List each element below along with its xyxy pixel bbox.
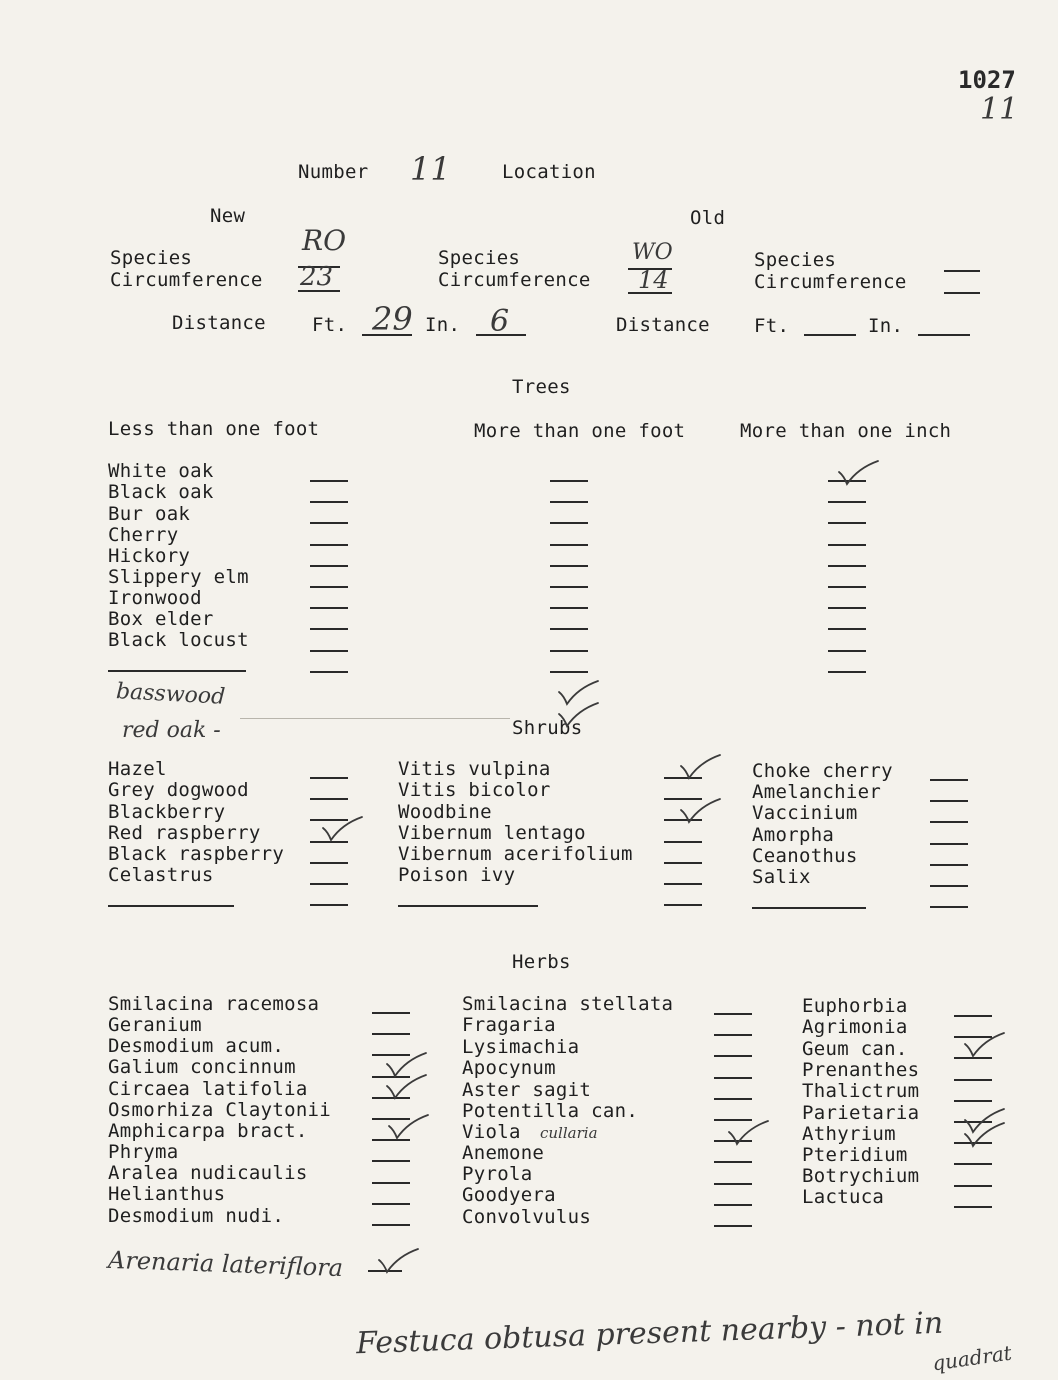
checkmark-icon <box>556 700 602 730</box>
tree-species: Bur oak <box>108 503 191 525</box>
footer-handwritten-note-line2: quadrat <box>930 1340 1014 1376</box>
shrub-species: Amelanchier <box>752 781 882 803</box>
number-value: 11 <box>410 150 451 188</box>
tree-species: White oak <box>108 460 214 482</box>
herb-species: Aster sagit <box>462 1079 592 1101</box>
distance-label: Distance <box>172 312 266 334</box>
shrub-checkbox-line <box>664 862 702 864</box>
herb-checkbox-line <box>714 1204 752 1206</box>
shrub-species: Hazel <box>108 758 167 780</box>
herb-species: Pyrola <box>462 1163 533 1185</box>
tree-checkbox-line <box>310 501 348 503</box>
tree-checkbox-line <box>310 544 348 546</box>
shrub-species: Poison ivy <box>398 864 516 886</box>
number-label: Number <box>298 161 369 183</box>
checkmark-icon <box>320 814 366 844</box>
trees-col-header-2: More than one foot <box>474 420 686 442</box>
shrub-checkbox-line <box>664 841 702 843</box>
checkmark-icon <box>836 458 882 488</box>
shrub-checkbox-line <box>930 779 968 781</box>
herb-checkbox-line <box>954 1185 992 1187</box>
handwritten-sheet-number: 11 <box>980 92 1019 127</box>
herb-checkbox-line <box>714 1161 752 1163</box>
tree-species: Slippery elm <box>108 566 249 588</box>
tree-checkbox-line <box>550 586 588 588</box>
circumference-value-old-1: 14 <box>638 266 669 294</box>
old-label: Old <box>690 207 726 229</box>
tree-checkbox-line <box>828 607 866 609</box>
herb-species: Thalictrum <box>802 1080 920 1102</box>
herb-checkbox-line <box>714 1055 752 1057</box>
herb-checkbox-line <box>714 1098 752 1100</box>
shrub-species: Vibernum lentago <box>398 822 586 844</box>
tree-checkbox-line <box>828 671 866 673</box>
shrub-species: Vitis vulpina <box>398 758 551 780</box>
herb-species: Desmodium nudi. <box>108 1205 285 1227</box>
herb-checkbox-line <box>714 1077 752 1079</box>
shrub-species: Red raspberry <box>108 822 261 844</box>
herb-species: Circaea latifolia <box>108 1078 308 1100</box>
herb-species: Viola <box>462 1121 521 1143</box>
shrub-checkbox-line <box>310 862 348 864</box>
tree-handwritten-addition: red oak - <box>122 718 221 743</box>
ft-label: Ft. <box>312 314 348 336</box>
herb-checkbox-line <box>714 1225 752 1227</box>
faint-pencil-line <box>240 718 510 719</box>
species-label: Species <box>110 247 193 269</box>
shrub-species: Vitis bicolor <box>398 779 551 801</box>
shrub-species: Salix <box>752 866 811 888</box>
distance-in-blank <box>476 334 526 336</box>
tree-checkbox-line <box>550 650 588 652</box>
herb-species: Phryma <box>108 1141 179 1163</box>
tree-checkbox-line <box>550 480 588 482</box>
circumference-value-new: 23 <box>300 262 334 292</box>
herb-species: Lactuca <box>802 1186 885 1208</box>
shrub-checkbox-line <box>930 885 968 887</box>
tree-checkbox-line <box>550 607 588 609</box>
checkmark-icon <box>962 1120 1008 1150</box>
herb-species: Osmorhiza Claytonii <box>108 1099 332 1121</box>
checkmark-icon <box>678 796 724 826</box>
tree-species: Box elder <box>108 608 214 630</box>
tree-species: Hickory <box>108 545 191 567</box>
tree-species: Black oak <box>108 481 214 503</box>
species-value-new: RO <box>302 224 347 257</box>
distance-in-value: 6 <box>490 304 510 339</box>
footer-handwritten-note: Festuca obtusa present nearby - not in <box>355 1305 944 1362</box>
tree-checkbox-line <box>550 671 588 673</box>
new-label: New <box>210 205 246 227</box>
tree-handwritten-addition: basswood <box>115 679 226 710</box>
herb-species: Lysimachia <box>462 1036 580 1058</box>
tree-checkbox-line <box>828 565 866 567</box>
tree-checkbox-line <box>550 544 588 546</box>
tree-species-write-in-blank <box>108 670 246 672</box>
shrub-species: Vibernum acerifolium <box>398 843 633 865</box>
herb-checkbox-line <box>372 1012 410 1014</box>
distance-in-blank <box>918 334 970 336</box>
herb-species: Fragaria <box>462 1014 556 1036</box>
checkmark-icon <box>386 1112 432 1142</box>
herb-checkbox-line <box>954 1206 992 1208</box>
shrub-checkbox-line <box>310 904 348 906</box>
shrub-checkbox-line <box>930 843 968 845</box>
herb-species: Anemone <box>462 1142 545 1164</box>
herb-species: Parietaria <box>802 1102 920 1124</box>
shrub-checkbox-line <box>930 864 968 866</box>
shrub-species: Ceanothus <box>752 845 858 867</box>
herb-species: Botrychium <box>802 1165 920 1187</box>
tree-checkbox-line <box>828 586 866 588</box>
shrub-species: Woodbine <box>398 801 492 823</box>
checkmark-icon <box>678 752 724 782</box>
circumference-blank <box>628 292 672 294</box>
circumference-blank <box>944 292 980 294</box>
trees-col-header-1: Less than one foot <box>108 418 320 440</box>
herb-checkbox-line <box>372 1203 410 1205</box>
species-blank <box>944 270 980 272</box>
tree-species: Ironwood <box>108 587 202 609</box>
shrub-species: Celastrus <box>108 864 214 886</box>
shrub-checkbox-line <box>310 798 348 800</box>
viola-annotation: cullaria <box>540 1124 598 1142</box>
herb-species: Agrimonia <box>802 1016 908 1038</box>
herb-checkbox-line <box>372 1224 410 1226</box>
herb-species: Euphorbia <box>802 995 908 1017</box>
species-value-old-1: WO <box>632 240 673 265</box>
shrub-write-in-blank <box>108 905 234 907</box>
species-label: Species <box>754 249 837 271</box>
circumference-label: Circumference <box>110 269 263 291</box>
trees-section-title: Trees <box>512 376 571 398</box>
shrub-checkbox-line <box>310 883 348 885</box>
herb-species: Geum can. <box>802 1038 908 1060</box>
tree-checkbox-line <box>310 650 348 652</box>
in-label: In. <box>868 315 904 337</box>
shrub-checkbox-line <box>310 777 348 779</box>
tree-checkbox-line <box>310 671 348 673</box>
herb-species: Galium concinnum <box>108 1056 296 1078</box>
tree-checkbox-line <box>310 522 348 524</box>
herb-species: Convolvulus <box>462 1206 592 1228</box>
checkmark-icon <box>384 1072 430 1102</box>
herb-checkbox-line <box>372 1160 410 1162</box>
circumference-blank <box>298 290 340 292</box>
herb-checkbox-line <box>372 1033 410 1035</box>
document-stamp-number: 1027 <box>958 66 1016 94</box>
shrub-species: Choke cherry <box>752 760 893 782</box>
tree-checkbox-line <box>828 628 866 630</box>
shrub-checkbox-line <box>930 821 968 823</box>
tree-checkbox-line <box>310 607 348 609</box>
herb-checkbox-line <box>714 1183 752 1185</box>
in-label: In. <box>425 314 461 336</box>
tree-checkbox-line <box>310 628 348 630</box>
tree-species: Cherry <box>108 524 179 546</box>
herb-species: Prenanthes <box>802 1059 920 1081</box>
herb-species: Desmodium acum. <box>108 1035 285 1057</box>
herb-checkbox-line <box>714 1034 752 1036</box>
tree-checkbox-line <box>550 565 588 567</box>
tree-checkbox-line <box>828 522 866 524</box>
shrub-checkbox-line <box>930 800 968 802</box>
shrub-checkbox-line <box>930 906 968 908</box>
herb-species: Geranium <box>108 1014 202 1036</box>
circumference-label: Circumference <box>438 269 591 291</box>
tree-checkbox-line <box>828 650 866 652</box>
tree-checkbox-line <box>550 501 588 503</box>
ft-label: Ft. <box>754 315 790 337</box>
location-label: Location <box>502 161 596 183</box>
shrub-species: Black raspberry <box>108 843 285 865</box>
distance-ft-blank <box>804 334 856 336</box>
shrub-checkbox-line <box>664 883 702 885</box>
herb-species: Aralea nudicaulis <box>108 1162 308 1184</box>
herb-species: Apocynum <box>462 1057 556 1079</box>
herb-species: Pteridium <box>802 1144 908 1166</box>
herbs-section-title: Herbs <box>512 951 571 973</box>
herb-species: Smilacina racemosa <box>108 993 320 1015</box>
tree-checkbox-line <box>310 565 348 567</box>
tree-checkbox-line <box>828 501 866 503</box>
herb-species: Athyrium <box>802 1123 896 1145</box>
herb-checkbox-line <box>954 1079 992 1081</box>
herb-species: Amphicarpa bract. <box>108 1120 308 1142</box>
distance-ft-value: 29 <box>372 300 413 338</box>
tree-species: Black locust <box>108 629 249 651</box>
species-label: Species <box>438 247 521 269</box>
herb-species: Helianthus <box>108 1183 226 1205</box>
shrub-species: Blackberry <box>108 801 226 823</box>
shrub-write-in-blank <box>752 907 866 909</box>
shrub-write-in-blank <box>398 905 538 907</box>
checkmark-icon <box>726 1118 772 1148</box>
distance-label: Distance <box>616 314 710 336</box>
shrub-species: Vaccinium <box>752 802 858 824</box>
shrub-species: Grey dogwood <box>108 779 249 801</box>
tree-checkbox-line <box>828 544 866 546</box>
tree-checkbox-line <box>310 586 348 588</box>
shrub-species: Amorpha <box>752 824 835 846</box>
herb-handwritten-addition: Arenaria lateriflora <box>107 1245 344 1283</box>
tree-checkbox-line <box>550 522 588 524</box>
tree-checkbox-line <box>550 628 588 630</box>
circumference-label: Circumference <box>754 271 907 293</box>
shrub-checkbox-line <box>664 904 702 906</box>
herb-species: Goodyera <box>462 1184 556 1206</box>
trees-col-header-3: More than one inch <box>740 420 952 442</box>
herb-checkbox-line <box>954 1015 992 1017</box>
herb-checkbox-line <box>372 1182 410 1184</box>
checkmark-icon <box>962 1030 1008 1060</box>
herb-checkbox-line <box>954 1163 992 1165</box>
checkmark-icon <box>376 1246 422 1276</box>
herb-species: Potentilla can. <box>462 1100 639 1122</box>
distance-ft-blank <box>362 334 412 336</box>
shrubs-section-title: Shrubs <box>512 717 583 739</box>
herb-checkbox-line <box>714 1013 752 1015</box>
tree-checkbox-line <box>310 480 348 482</box>
herb-species: Smilacina stellata <box>462 993 674 1015</box>
herb-checkbox-line <box>954 1100 992 1102</box>
